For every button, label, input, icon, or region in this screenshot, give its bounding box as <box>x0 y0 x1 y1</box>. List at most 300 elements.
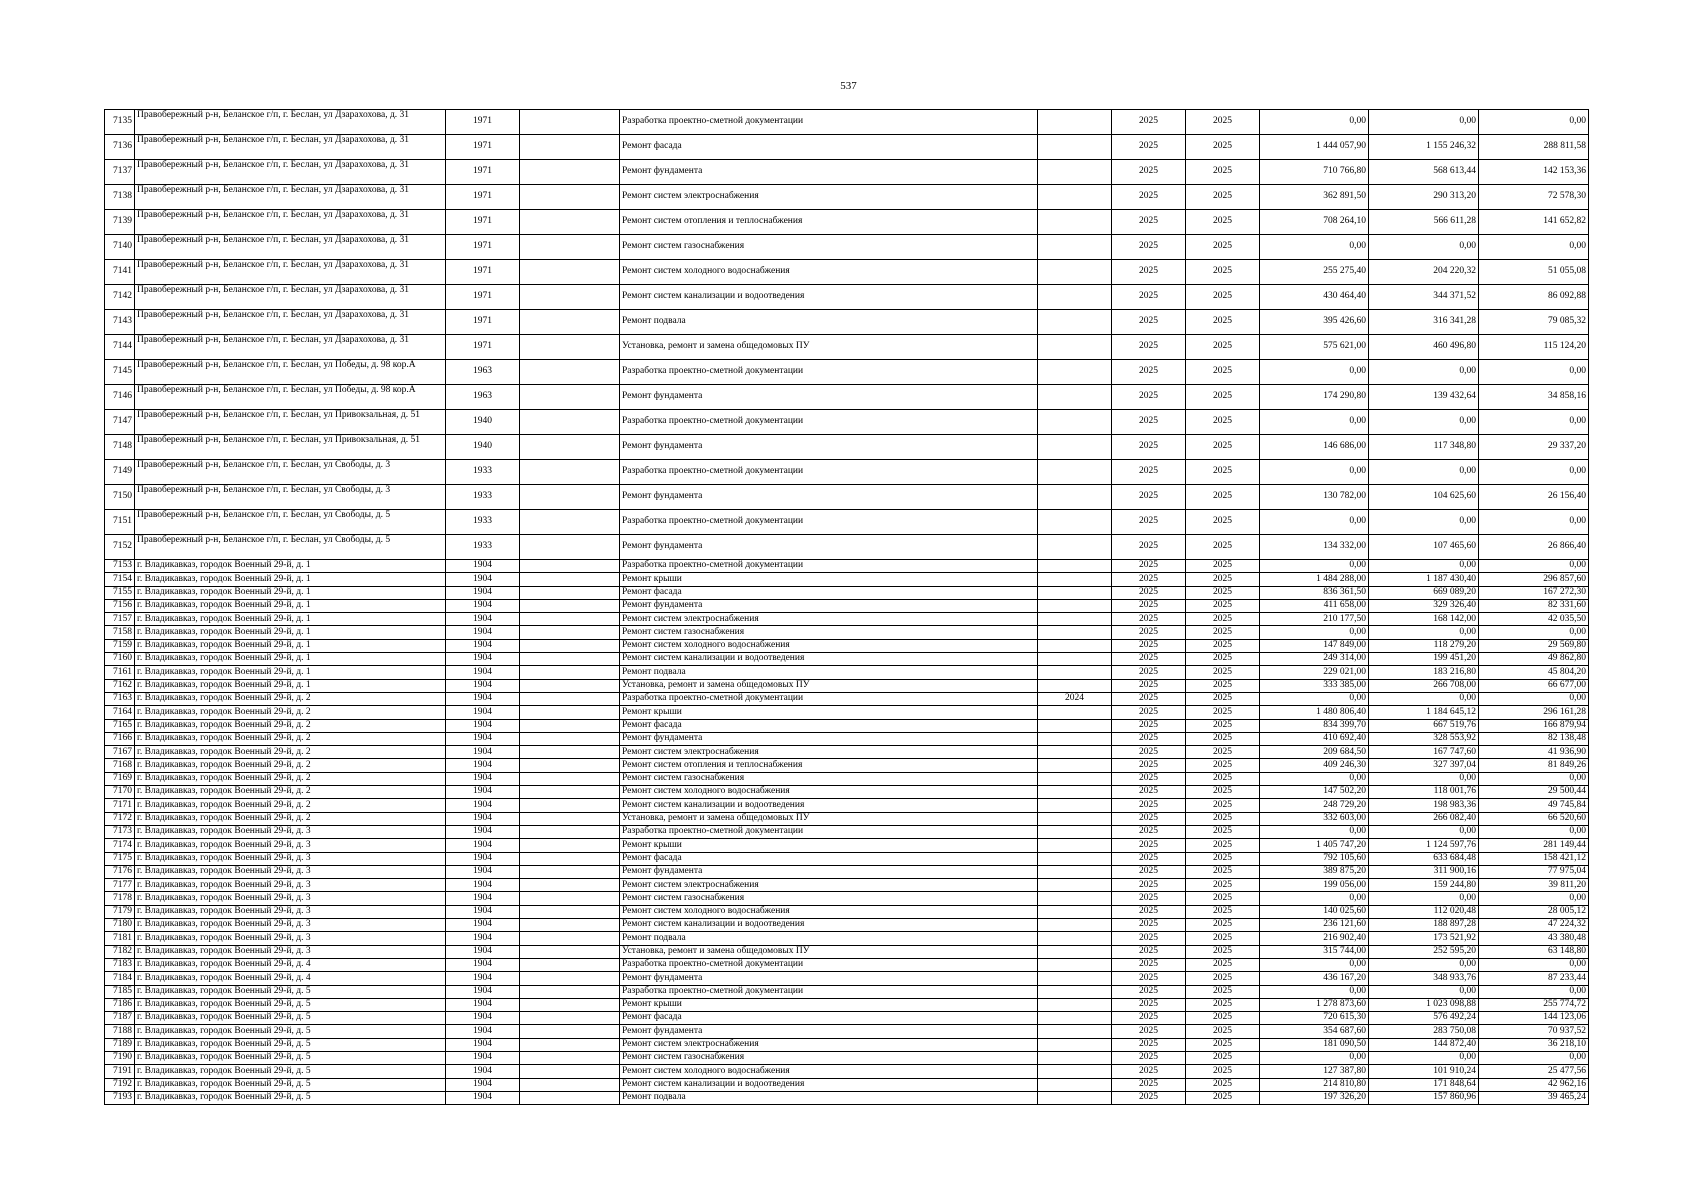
empty-cell <box>520 460 620 485</box>
fund-cost-cell: 344 371,52 <box>1369 285 1479 310</box>
table-row <box>105 460 1589 485</box>
end-year-cell: 2025 <box>1186 626 1260 639</box>
owner-cost-cell: 0,00 <box>1479 560 1589 573</box>
row-number-cell: 7160 <box>105 653 135 666</box>
row-number-cell: 7182 <box>105 945 135 958</box>
plan-year-cell <box>1038 360 1112 385</box>
total-cost-cell: 333 385,00 <box>1260 679 1369 692</box>
total-cost-cell: 0,00 <box>1260 560 1369 573</box>
fund-cost-cell: 568 613,44 <box>1369 160 1479 185</box>
plan-year-cell <box>1038 510 1112 535</box>
end-year-cell: 2025 <box>1186 535 1260 560</box>
build-year-cell: 1904 <box>446 746 520 759</box>
build-year-cell: 1971 <box>446 160 520 185</box>
table-row <box>105 825 1589 838</box>
fund-cost-cell: 112 020,48 <box>1369 905 1479 918</box>
work-type-cell: Ремонт систем отопления и теплоснабжения <box>620 759 1038 772</box>
fund-cost-cell: 107 465,60 <box>1369 535 1479 560</box>
plan-year-cell <box>1038 160 1112 185</box>
empty-cell <box>520 285 620 310</box>
fund-cost-cell: 0,00 <box>1369 560 1479 573</box>
fund-cost-cell: 0,00 <box>1369 360 1479 385</box>
start-year-cell: 2025 <box>1112 435 1186 460</box>
build-year-cell: 1904 <box>446 985 520 998</box>
empty-cell <box>520 135 620 160</box>
table-row <box>105 235 1589 260</box>
total-cost-cell: 0,00 <box>1260 985 1369 998</box>
fund-cost-cell: 327 397,04 <box>1369 759 1479 772</box>
total-cost-cell: 315 744,00 <box>1260 945 1369 958</box>
fund-cost-cell: 204 220,32 <box>1369 260 1479 285</box>
start-year-cell: 2025 <box>1112 185 1186 210</box>
table-row <box>105 905 1589 918</box>
work-type-cell: Ремонт систем холодного водоснабжения <box>620 786 1038 799</box>
fund-cost-cell: 667 519,76 <box>1369 719 1479 732</box>
empty-cell <box>520 653 620 666</box>
fund-cost-cell: 266 708,00 <box>1369 679 1479 692</box>
fund-cost-cell: 0,00 <box>1369 772 1479 785</box>
start-year-cell: 2025 <box>1112 460 1186 485</box>
table-row <box>105 1078 1589 1091</box>
build-year-cell: 1971 <box>446 285 520 310</box>
empty-cell <box>520 919 620 932</box>
start-year-cell: 2025 <box>1112 879 1186 892</box>
row-number-cell: 7165 <box>105 719 135 732</box>
end-year-cell: 2025 <box>1186 985 1260 998</box>
plan-year-cell <box>1038 335 1112 360</box>
address-cell: г. Владикавказ, городок Военный 29-й, д. 3 <box>135 825 446 838</box>
table-row <box>105 613 1589 626</box>
total-cost-cell: 140 025,60 <box>1260 905 1369 918</box>
total-cost-cell: 248 729,20 <box>1260 799 1369 812</box>
work-type-cell: Ремонт систем электроснабжения <box>620 746 1038 759</box>
work-type-cell: Ремонт систем холодного водоснабжения <box>620 1065 1038 1078</box>
empty-cell <box>520 772 620 785</box>
plan-year-cell <box>1038 892 1112 905</box>
start-year-cell: 2025 <box>1112 799 1186 812</box>
work-type-cell: Ремонт подвала <box>620 666 1038 679</box>
table-row <box>105 285 1589 310</box>
work-type-cell: Ремонт систем холодного водоснабжения <box>620 905 1038 918</box>
total-cost-cell: 147 502,20 <box>1260 786 1369 799</box>
capital-repair-table <box>104 109 1589 1105</box>
total-cost-cell: 1 444 057,90 <box>1260 135 1369 160</box>
fund-cost-cell: 1 124 597,76 <box>1369 839 1479 852</box>
owner-cost-cell: 0,00 <box>1479 235 1589 260</box>
owner-cost-cell: 158 421,12 <box>1479 852 1589 865</box>
fund-cost-cell: 460 496,80 <box>1369 335 1479 360</box>
build-year-cell: 1904 <box>446 1012 520 1025</box>
address-cell: г. Владикавказ, городок Военный 29-й, д. 1 <box>135 586 446 599</box>
total-cost-cell: 229 021,00 <box>1260 666 1369 679</box>
fund-cost-cell: 0,00 <box>1369 110 1479 135</box>
total-cost-cell: 1 484 288,00 <box>1260 573 1369 586</box>
owner-cost-cell: 0,00 <box>1479 825 1589 838</box>
owner-cost-cell: 0,00 <box>1479 510 1589 535</box>
start-year-cell: 2025 <box>1112 410 1186 435</box>
total-cost-cell: 836 361,50 <box>1260 586 1369 599</box>
end-year-cell: 2025 <box>1186 110 1260 135</box>
plan-year-cell <box>1038 1078 1112 1091</box>
start-year-cell: 2025 <box>1112 1038 1186 1051</box>
fund-cost-cell: 199 451,20 <box>1369 653 1479 666</box>
plan-year-cell <box>1038 385 1112 410</box>
table-row <box>105 185 1589 210</box>
table-row <box>105 573 1589 586</box>
table-row <box>105 1025 1589 1038</box>
row-number-cell: 7166 <box>105 732 135 745</box>
table-row <box>105 799 1589 812</box>
work-type-cell: Ремонт фундамента <box>620 1025 1038 1038</box>
address-cell: г. Владикавказ, городок Военный 29-й, д. 1 <box>135 679 446 692</box>
row-number-cell: 7163 <box>105 692 135 705</box>
plan-year-cell <box>1038 639 1112 652</box>
work-type-cell: Ремонт систем газоснабжения <box>620 1051 1038 1064</box>
start-year-cell: 2025 <box>1112 560 1186 573</box>
owner-cost-cell: 39 811,20 <box>1479 879 1589 892</box>
row-number-cell: 7137 <box>105 160 135 185</box>
table-row <box>105 510 1589 535</box>
end-year-cell: 2025 <box>1186 998 1260 1011</box>
end-year-cell: 2025 <box>1186 799 1260 812</box>
table-body <box>105 110 1589 1105</box>
start-year-cell: 2025 <box>1112 1078 1186 1091</box>
build-year-cell: 1904 <box>446 1065 520 1078</box>
total-cost-cell: 436 167,20 <box>1260 972 1369 985</box>
plan-year-cell <box>1038 1038 1112 1051</box>
row-number-cell: 7193 <box>105 1091 135 1104</box>
owner-cost-cell: 42 035,50 <box>1479 613 1589 626</box>
plan-year-cell <box>1038 613 1112 626</box>
table-row <box>105 719 1589 732</box>
row-number-cell: 7146 <box>105 385 135 410</box>
table-row <box>105 666 1589 679</box>
work-type-cell: Ремонт фасада <box>620 586 1038 599</box>
total-cost-cell: 0,00 <box>1260 626 1369 639</box>
start-year-cell: 2025 <box>1112 825 1186 838</box>
work-type-cell: Ремонт систем газоснабжения <box>620 626 1038 639</box>
row-number-cell: 7172 <box>105 812 135 825</box>
total-cost-cell: 210 177,50 <box>1260 613 1369 626</box>
work-type-cell: Ремонт крыши <box>620 573 1038 586</box>
build-year-cell: 1904 <box>446 958 520 971</box>
plan-year-cell <box>1038 1012 1112 1025</box>
owner-cost-cell: 79 085,32 <box>1479 310 1589 335</box>
end-year-cell: 2025 <box>1186 235 1260 260</box>
owner-cost-cell: 77 975,04 <box>1479 865 1589 878</box>
start-year-cell: 2025 <box>1112 160 1186 185</box>
empty-cell <box>520 185 620 210</box>
empty-cell <box>520 626 620 639</box>
total-cost-cell: 209 684,50 <box>1260 746 1369 759</box>
address-cell: г. Владикавказ, городок Военный 29-й, д. 2 <box>135 786 446 799</box>
plan-year-cell <box>1038 653 1112 666</box>
fund-cost-cell: 139 432,64 <box>1369 385 1479 410</box>
build-year-cell: 1904 <box>446 626 520 639</box>
total-cost-cell: 134 332,00 <box>1260 535 1369 560</box>
address-cell: г. Владикавказ, городок Военный 29-й, д. 5 <box>135 1038 446 1051</box>
work-type-cell: Ремонт систем канализации и водоотведения <box>620 1078 1038 1091</box>
owner-cost-cell: 49 745,84 <box>1479 799 1589 812</box>
fund-cost-cell: 252 595,20 <box>1369 945 1479 958</box>
end-year-cell: 2025 <box>1186 1025 1260 1038</box>
total-cost-cell: 0,00 <box>1260 360 1369 385</box>
fund-cost-cell: 0,00 <box>1369 892 1479 905</box>
end-year-cell: 2025 <box>1186 599 1260 612</box>
build-year-cell: 1904 <box>446 839 520 852</box>
table-row <box>105 335 1589 360</box>
start-year-cell: 2025 <box>1112 945 1186 958</box>
start-year-cell: 2025 <box>1112 510 1186 535</box>
work-type-cell: Разработка проектно-сметной документации <box>620 510 1038 535</box>
address-cell: Правобережный р-н, Беланское г/п, г. Беслан, ул Свободы, д. 3 <box>135 460 446 485</box>
owner-cost-cell: 26 156,40 <box>1479 485 1589 510</box>
work-type-cell: Ремонт фундамента <box>620 865 1038 878</box>
table-row <box>105 839 1589 852</box>
start-year-cell: 2025 <box>1112 210 1186 235</box>
owner-cost-cell: 142 153,36 <box>1479 160 1589 185</box>
build-year-cell: 1940 <box>446 410 520 435</box>
start-year-cell: 2025 <box>1112 1091 1186 1104</box>
plan-year-cell <box>1038 852 1112 865</box>
address-cell: Правобережный р-н, Беланское г/п, г. Беслан, ул Дзарахохова, д. 31 <box>135 210 446 235</box>
owner-cost-cell: 141 652,82 <box>1479 210 1589 235</box>
end-year-cell: 2025 <box>1186 485 1260 510</box>
total-cost-cell: 332 603,00 <box>1260 812 1369 825</box>
work-type-cell: Ремонт систем электроснабжения <box>620 613 1038 626</box>
owner-cost-cell: 82 331,60 <box>1479 599 1589 612</box>
work-type-cell: Разработка проектно-сметной документации <box>620 560 1038 573</box>
owner-cost-cell: 66 677,00 <box>1479 679 1589 692</box>
build-year-cell: 1904 <box>446 1091 520 1104</box>
end-year-cell: 2025 <box>1186 772 1260 785</box>
owner-cost-cell: 255 774,72 <box>1479 998 1589 1011</box>
fund-cost-cell: 167 747,60 <box>1369 746 1479 759</box>
build-year-cell: 1904 <box>446 786 520 799</box>
start-year-cell: 2025 <box>1112 385 1186 410</box>
address-cell: г. Владикавказ, городок Военный 29-й, д. 1 <box>135 573 446 586</box>
owner-cost-cell: 281 149,44 <box>1479 839 1589 852</box>
address-cell: г. Владикавказ, городок Военный 29-й, д. 3 <box>135 932 446 945</box>
owner-cost-cell: 81 849,26 <box>1479 759 1589 772</box>
empty-cell <box>520 639 620 652</box>
work-type-cell: Ремонт систем газоснабжения <box>620 892 1038 905</box>
work-type-cell: Ремонт фундамента <box>620 599 1038 612</box>
plan-year-cell <box>1038 485 1112 510</box>
row-number-cell: 7191 <box>105 1065 135 1078</box>
start-year-cell: 2025 <box>1112 692 1186 705</box>
fund-cost-cell: 144 872,40 <box>1369 1038 1479 1051</box>
row-number-cell: 7187 <box>105 1012 135 1025</box>
plan-year-cell <box>1038 1025 1112 1038</box>
row-number-cell: 7152 <box>105 535 135 560</box>
build-year-cell: 1904 <box>446 759 520 772</box>
empty-cell <box>520 985 620 998</box>
address-cell: г. Владикавказ, городок Военный 29-й, д. 5 <box>135 1051 446 1064</box>
end-year-cell: 2025 <box>1186 746 1260 759</box>
row-number-cell: 7183 <box>105 958 135 971</box>
start-year-cell: 2025 <box>1112 958 1186 971</box>
start-year-cell: 2025 <box>1112 573 1186 586</box>
plan-year-cell <box>1038 972 1112 985</box>
row-number-cell: 7157 <box>105 613 135 626</box>
address-cell: Правобережный р-н, Беланское г/п, г. Беслан, ул Дзарахохова, д. 31 <box>135 335 446 360</box>
empty-cell <box>520 759 620 772</box>
row-number-cell: 7156 <box>105 599 135 612</box>
build-year-cell: 1904 <box>446 972 520 985</box>
work-type-cell: Ремонт фундамента <box>620 435 1038 460</box>
build-year-cell: 1940 <box>446 435 520 460</box>
work-type-cell: Разработка проектно-сметной документации <box>620 410 1038 435</box>
work-type-cell: Установка, ремонт и замена общедомовых ПУ <box>620 945 1038 958</box>
table-row <box>105 626 1589 639</box>
build-year-cell: 1904 <box>446 692 520 705</box>
address-cell: г. Владикавказ, городок Военный 29-й, д. 4 <box>135 958 446 971</box>
build-year-cell: 1971 <box>446 185 520 210</box>
owner-cost-cell: 47 224,32 <box>1479 919 1589 932</box>
row-number-cell: 7151 <box>105 510 135 535</box>
row-number-cell: 7135 <box>105 110 135 135</box>
work-type-cell: Ремонт систем газоснабжения <box>620 772 1038 785</box>
fund-cost-cell: 348 933,76 <box>1369 972 1479 985</box>
plan-year-cell <box>1038 310 1112 335</box>
empty-cell <box>520 599 620 612</box>
total-cost-cell: 0,00 <box>1260 692 1369 705</box>
table-row <box>105 639 1589 652</box>
address-cell: Правобережный р-н, Беланское г/п, г. Беслан, ул Дзарахохова, д. 31 <box>135 260 446 285</box>
owner-cost-cell: 0,00 <box>1479 692 1589 705</box>
build-year-cell: 1933 <box>446 485 520 510</box>
fund-cost-cell: 0,00 <box>1369 626 1479 639</box>
end-year-cell: 2025 <box>1186 410 1260 435</box>
end-year-cell: 2025 <box>1186 666 1260 679</box>
owner-cost-cell: 87 233,44 <box>1479 972 1589 985</box>
fund-cost-cell: 188 897,28 <box>1369 919 1479 932</box>
work-type-cell: Ремонт фасада <box>620 852 1038 865</box>
address-cell: г. Владикавказ, городок Военный 29-й, д. 1 <box>135 639 446 652</box>
work-type-cell: Ремонт фундамента <box>620 385 1038 410</box>
end-year-cell: 2025 <box>1186 560 1260 573</box>
address-cell: Правобережный р-н, Беланское г/п, г. Беслан, ул Дзарахохова, д. 31 <box>135 285 446 310</box>
start-year-cell: 2025 <box>1112 666 1186 679</box>
start-year-cell: 2025 <box>1112 1065 1186 1078</box>
plan-year-cell <box>1038 945 1112 958</box>
end-year-cell: 2025 <box>1186 1078 1260 1091</box>
table-row <box>105 1012 1589 1025</box>
end-year-cell: 2025 <box>1186 945 1260 958</box>
table-row <box>105 945 1589 958</box>
fund-cost-cell: 633 684,48 <box>1369 852 1479 865</box>
work-type-cell: Ремонт систем канализации и водоотведения <box>620 653 1038 666</box>
table-row <box>105 210 1589 235</box>
owner-cost-cell: 0,00 <box>1479 110 1589 135</box>
owner-cost-cell: 82 138,48 <box>1479 732 1589 745</box>
total-cost-cell: 0,00 <box>1260 410 1369 435</box>
build-year-cell: 1971 <box>446 235 520 260</box>
end-year-cell: 2025 <box>1186 1038 1260 1051</box>
owner-cost-cell: 288 811,58 <box>1479 135 1589 160</box>
owner-cost-cell: 43 380,48 <box>1479 932 1589 945</box>
empty-cell <box>520 613 620 626</box>
plan-year-cell <box>1038 772 1112 785</box>
fund-cost-cell: 329 326,40 <box>1369 599 1479 612</box>
work-type-cell: Ремонт фасада <box>620 1012 1038 1025</box>
fund-cost-cell: 669 089,20 <box>1369 586 1479 599</box>
start-year-cell: 2025 <box>1112 852 1186 865</box>
total-cost-cell: 0,00 <box>1260 772 1369 785</box>
address-cell: г. Владикавказ, городок Военный 29-й, д. 3 <box>135 892 446 905</box>
build-year-cell: 1904 <box>446 1025 520 1038</box>
owner-cost-cell: 296 161,28 <box>1479 706 1589 719</box>
table-row <box>105 985 1589 998</box>
empty-cell <box>520 799 620 812</box>
row-number-cell: 7188 <box>105 1025 135 1038</box>
table-row <box>105 879 1589 892</box>
address-cell: г. Владикавказ, городок Военный 29-й, д. 5 <box>135 1012 446 1025</box>
address-cell: г. Владикавказ, городок Военный 29-й, д. 2 <box>135 719 446 732</box>
row-number-cell: 7184 <box>105 972 135 985</box>
row-number-cell: 7175 <box>105 852 135 865</box>
fund-cost-cell: 173 521,92 <box>1369 932 1479 945</box>
empty-cell <box>520 360 620 385</box>
plan-year-cell <box>1038 706 1112 719</box>
start-year-cell: 2025 <box>1112 639 1186 652</box>
row-number-cell: 7162 <box>105 679 135 692</box>
empty-cell <box>520 210 620 235</box>
empty-cell <box>520 706 620 719</box>
fund-cost-cell: 1 155 246,32 <box>1369 135 1479 160</box>
start-year-cell: 2025 <box>1112 905 1186 918</box>
row-number-cell: 7145 <box>105 360 135 385</box>
build-year-cell: 1904 <box>446 586 520 599</box>
row-number-cell: 7174 <box>105 839 135 852</box>
row-number-cell: 7142 <box>105 285 135 310</box>
address-cell: г. Владикавказ, городок Военный 29-й, д. 1 <box>135 666 446 679</box>
empty-cell <box>520 560 620 573</box>
build-year-cell: 1904 <box>446 905 520 918</box>
build-year-cell: 1963 <box>446 360 520 385</box>
fund-cost-cell: 0,00 <box>1369 235 1479 260</box>
owner-cost-cell: 36 218,10 <box>1479 1038 1589 1051</box>
plan-year-cell <box>1038 958 1112 971</box>
build-year-cell: 1904 <box>446 653 520 666</box>
fund-cost-cell: 1 187 430,40 <box>1369 573 1479 586</box>
address-cell: Правобережный р-н, Беланское г/п, г. Беслан, ул Дзарахохова, д. 31 <box>135 310 446 335</box>
address-cell: г. Владикавказ, городок Военный 29-й, д. 2 <box>135 692 446 705</box>
row-number-cell: 7192 <box>105 1078 135 1091</box>
build-year-cell: 1904 <box>446 879 520 892</box>
build-year-cell: 1904 <box>446 932 520 945</box>
work-type-cell: Ремонт систем холодного водоснабжения <box>620 260 1038 285</box>
fund-cost-cell: 0,00 <box>1369 692 1479 705</box>
table-row <box>105 560 1589 573</box>
fund-cost-cell: 328 553,92 <box>1369 732 1479 745</box>
fund-cost-cell: 198 983,36 <box>1369 799 1479 812</box>
total-cost-cell: 236 121,60 <box>1260 919 1369 932</box>
row-number-cell: 7161 <box>105 666 135 679</box>
address-cell: г. Владикавказ, городок Военный 29-й, д. 2 <box>135 799 446 812</box>
plan-year-cell <box>1038 679 1112 692</box>
plan-year-cell <box>1038 905 1112 918</box>
start-year-cell: 2025 <box>1112 485 1186 510</box>
row-number-cell: 7154 <box>105 573 135 586</box>
table-row <box>105 485 1589 510</box>
plan-year-cell <box>1038 812 1112 825</box>
address-cell: г. Владикавказ, городок Военный 29-й, д. 3 <box>135 945 446 958</box>
total-cost-cell: 0,00 <box>1260 958 1369 971</box>
build-year-cell: 1904 <box>446 613 520 626</box>
total-cost-cell: 395 426,60 <box>1260 310 1369 335</box>
